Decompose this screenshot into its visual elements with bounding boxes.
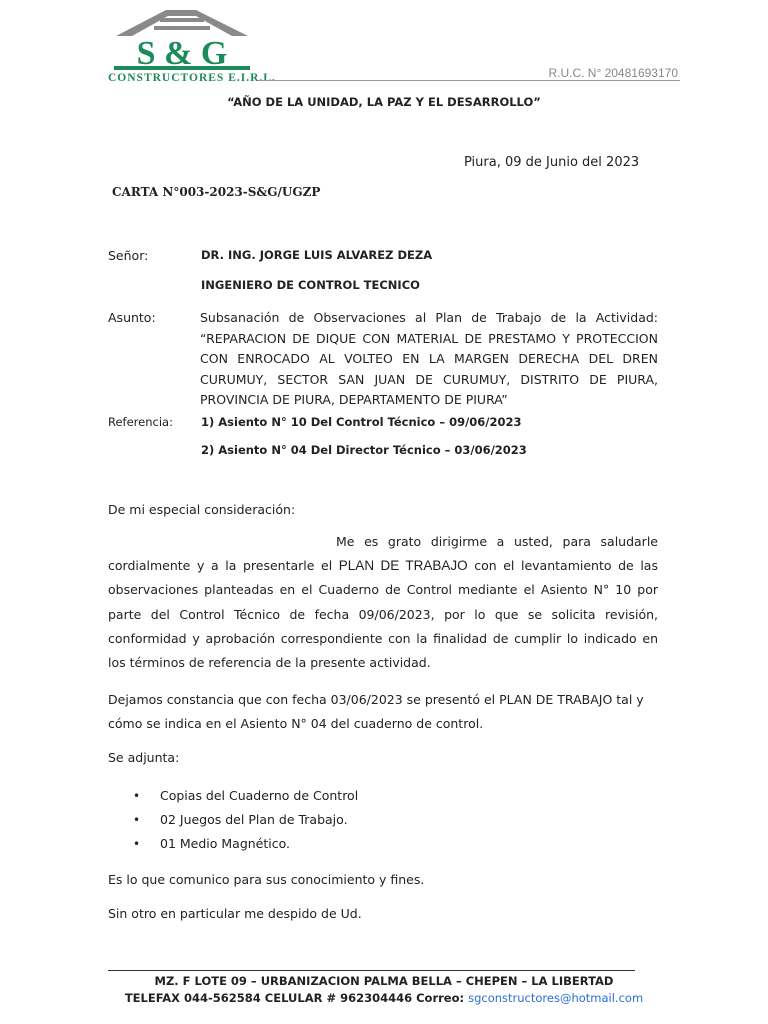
- closing-line-1: Es lo que comunico para sus conocimiento y fines.: [108, 872, 425, 887]
- recipient-name: DR. ING. JORGE LUIS ALVAREZ DEZA: [201, 248, 433, 262]
- paragraph-text: con el levantamiento de las observaciones planteadas en el Cuaderno de Control mediante el Asiento N° 10 por parte del Control Técnico de fecha 09/06/2023, por lo que se solicita revisión, conformidad y aprobación correspondiente con la finalidad de cumplir lo indicado en los términos de referencia de la presente actividad.: [108, 558, 658, 671]
- list-item: [108, 833, 358, 857]
- letter-date: Piura, 09 de Junio del 2023: [464, 155, 640, 170]
- carta-number: CARTA N°003-2023-S&G/UGZP: [112, 185, 321, 199]
- logo-roof-bar: [160, 18, 204, 22]
- asunto-line: CURUMUY, SECTOR SAN JUAN DE CURUMUY, DISTRITO DE PIURA,: [200, 371, 658, 387]
- recipient-title: INGENIERO DE CONTROL TECNICO: [201, 278, 420, 292]
- body-paragraph-1: [108, 530, 658, 675]
- footer-contact: [0, 991, 768, 1005]
- asunto-text: [200, 308, 658, 411]
- asunto-line: “REPARACION DE DIQUE CON MATERIAL DE PRESTAMO Y PROTECCION: [200, 330, 658, 346]
- list-item-text: Copias del Cuaderno de Control: [160, 788, 359, 803]
- footer-address: MZ. F LOTE 09 – URBANIZACION PALMA BELLA – CHEPEN – LA LIBERTAD: [154, 974, 614, 988]
- list-item: [108, 809, 358, 833]
- attachments-label: Se adjunta:: [108, 750, 180, 765]
- attachments-list: [108, 785, 358, 857]
- company-logo: [108, 8, 258, 72]
- asunto-line: PROVINCIA DE PIURA, DEPARTAMENTO DE PIURA”: [200, 392, 508, 407]
- bullet-icon: •: [133, 813, 141, 827]
- senor-label: Señor:: [108, 248, 149, 263]
- footer-email-link[interactable]: sgconstructores@hotmail.com: [468, 991, 644, 1005]
- greeting: De mi especial consideración:: [108, 502, 296, 517]
- referencia-label: Referencia:: [108, 415, 173, 429]
- footer-phones: TELEFAX 044-562584 CELULAR # 962304446 Correo:: [124, 991, 469, 1005]
- paragraph-text: cordialmente y a la presentarle el: [108, 558, 339, 574]
- referencia-item: 2) Asiento N° 04 Del Director Técnico – 03/06/2023: [201, 443, 527, 457]
- plan-de-trabajo-highlight: PLAN DE TRABAJO: [338, 558, 468, 574]
- logo-caption: CONSTRUCTORES E.I.R.L.: [108, 72, 276, 84]
- list-item: [108, 785, 358, 809]
- ruc-number: R.U.C. N° 20481693170: [548, 66, 678, 80]
- referencia-item: 1) Asiento N° 10 Del Control Técnico – 09/06/2023: [201, 415, 522, 429]
- asunto-label: Asunto:: [108, 310, 156, 325]
- list-item-text: 01 Medio Magnético.: [160, 836, 291, 851]
- logo-roof-icon: [116, 10, 248, 36]
- logo-roof-bar: [154, 26, 210, 30]
- paragraph-first-line: Me es grato dirigirme a usted, para saludarle: [336, 534, 658, 549]
- footer-divider: [108, 970, 635, 971]
- header-divider: [258, 80, 680, 81]
- bullet-icon: •: [133, 789, 141, 803]
- body-paragraph-2: Dejamos constancia que con fecha 03/06/2023 se presentó el PLAN DE TRABAJO tal y cómo se indica en el Asiento N° 04 del cuaderno de control.: [108, 692, 644, 731]
- asunto-line: Subsanación de Observaciones al Plan de Trabajo de la Actividad:: [200, 310, 658, 325]
- year-motto: “AÑO DE LA UNIDAD, LA PAZ Y EL DESARROLLO”: [227, 95, 541, 109]
- closing-line-2: Sin otro en particular me despido de Ud.: [108, 906, 362, 921]
- list-item-text: 02 Juegos del Plan de Trabajo.: [160, 812, 348, 827]
- asunto-line: CON ENROCADO AL VOLTEO EN LA MARGEN DERECHA DEL DREN: [200, 351, 658, 366]
- bullet-icon: •: [133, 837, 141, 851]
- logo-letters: S & G: [136, 35, 228, 72]
